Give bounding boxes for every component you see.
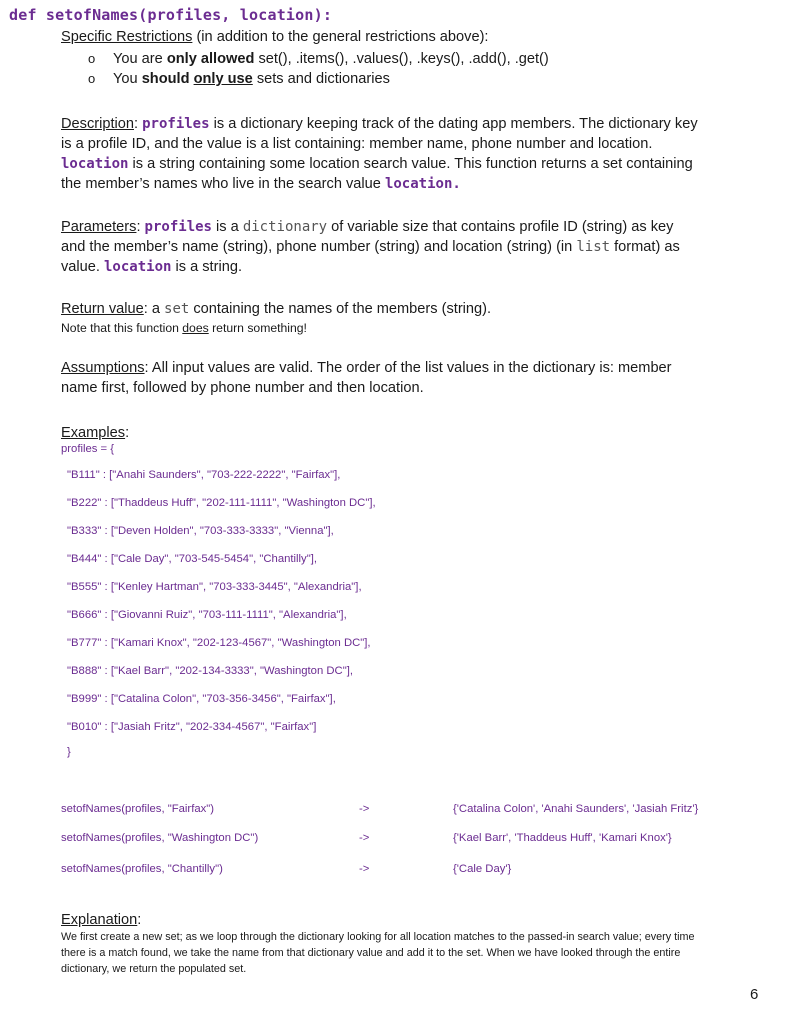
code-entry: "B444" : ["Cale Day", "703-545-5454", "Chantilly"], xyxy=(67,553,317,565)
bullet1-bold: only allowed xyxy=(166,51,255,67)
return-note xyxy=(61,320,307,336)
explanation-line3: dictionary, we return the populated set. xyxy=(61,963,247,975)
restrictions-intro-text: (in addition to the general restrictions above): xyxy=(192,29,489,45)
code-entry: "B888" : ["Kael Barr", "202-134-3333", "Washington DC"], xyxy=(67,665,353,677)
bullet1-post: set(), .items(), .values(), .keys(), .add(), .get() xyxy=(254,51,549,67)
assumptions-heading: Assumptions xyxy=(61,360,145,376)
code-entry: "B999" : ["Catalina Colon", "703-356-3456", "Fairfax"], xyxy=(67,693,336,705)
explanation-heading: Explanation xyxy=(61,912,138,928)
example-call: setofNames(profiles, "Fairfax") xyxy=(61,803,215,815)
return-type-set: set xyxy=(164,301,190,317)
desc-kw-location: location xyxy=(61,156,129,172)
bullet2-bold-underline: only use xyxy=(193,71,253,87)
param-kw-location: location xyxy=(104,259,172,275)
param-kw-profiles: profiles xyxy=(144,219,212,235)
code-open: profiles = { xyxy=(61,443,115,455)
explanation-line2: there is a match found, we take the name from that dictionary value and add it to the set. When we have looked through the entire xyxy=(61,947,681,959)
desc-line3: is a string containing some location search value. This function returns a set containing xyxy=(128,156,693,172)
assumptions-line1: : All input values are valid. The order of the list values in the dictionary is: member xyxy=(144,360,672,376)
param-line3-a: value. xyxy=(61,259,104,275)
description-heading: Description xyxy=(61,116,134,132)
restriction-bullet-2 xyxy=(88,69,390,89)
example-result: {'Catalina Colon', 'Anahi Saunders', 'Jasiah Fritz'} xyxy=(453,803,699,815)
restrictions-heading: Specific Restrictions xyxy=(61,29,193,45)
example-call: setofNames(profiles, "Washington DC") xyxy=(61,832,259,844)
bullet2-pre: You xyxy=(113,71,142,87)
return-b: containing the names of the members (string). xyxy=(189,301,492,317)
param-line2-a: and the member’s name (string), phone number (string) and location (string) (in xyxy=(61,239,577,255)
desc-kw-location-2: location. xyxy=(384,176,461,192)
code-close: } xyxy=(67,746,71,758)
arrow-icon: -> xyxy=(359,832,370,844)
explanation-line1: We first create a new set; as we loop through the dictionary looking for all location matches to the passed-in search value; every time xyxy=(61,931,695,943)
assumptions-line2: name first, followed by phone number and then location. xyxy=(61,380,424,396)
code-entry: "B111" : ["Anahi Saunders", "703-222-2222", "Fairfax"], xyxy=(67,469,341,481)
param-line3-b: is a string. xyxy=(171,259,242,275)
hollow-bullet-icon: o xyxy=(88,71,96,86)
bullet2-post: sets and dictionaries xyxy=(252,71,390,87)
examples-heading-row xyxy=(61,423,761,443)
arrow-icon: -> xyxy=(359,863,370,875)
param-line1-c: of variable size that contains profile ID (string) as key xyxy=(327,219,674,235)
code-entry: "B333" : ["Deven Holden", "703-333-3333", "Vienna"], xyxy=(67,525,334,537)
arrow-icon: -> xyxy=(359,803,370,815)
desc-line2: is a profile ID, and the value is a list containing: member name, phone number and location. xyxy=(61,136,653,152)
bullet1-pre: You are xyxy=(113,51,167,67)
explanation-body xyxy=(61,929,761,977)
desc-kw-profiles: profiles xyxy=(142,116,210,132)
example-result: {'Cale Day'} xyxy=(453,863,512,875)
bullet2-bold: should xyxy=(141,71,194,87)
restrictions-intro xyxy=(61,27,761,47)
param-line1-b: is a xyxy=(211,219,243,235)
code-entry: "B010" : ["Jasiah Fritz", "202-334-4567", "Fairfax"] xyxy=(67,721,317,733)
return-value-block xyxy=(61,299,761,319)
note-does: does xyxy=(182,321,209,335)
code-entry: "B777" : ["Kamari Knox", "202-123-4567", "Washington DC"], xyxy=(67,637,371,649)
note-pre: Note that this function xyxy=(61,321,183,335)
desc-sep: : xyxy=(134,116,143,132)
examples-heading: Examples xyxy=(61,425,126,441)
assumptions-block xyxy=(61,358,761,398)
desc-line4: the member’s names who live in the search value xyxy=(61,176,385,192)
return-heading: Return value xyxy=(61,301,144,317)
param-type-list: list xyxy=(576,239,611,255)
param-sep: : xyxy=(136,219,145,235)
note-post: return something! xyxy=(208,321,307,335)
code-entry: "B666" : ["Giovanni Ruiz", "703-111-1111", "Alexandria"], xyxy=(67,609,347,621)
desc-line1: is a dictionary keeping track of the dating app members. The dictionary key xyxy=(209,116,698,132)
example-result: {'Kael Barr', 'Thaddeus Huff', 'Kamari Knox'} xyxy=(453,832,672,844)
parameters-block xyxy=(61,217,761,277)
hollow-bullet-icon: o xyxy=(88,51,96,66)
explanation-colon: : xyxy=(137,912,142,928)
parameters-heading: Parameters xyxy=(61,219,137,235)
function-signature: def setofNames(profiles, location): xyxy=(9,6,333,24)
page-number: 6 xyxy=(750,986,759,1003)
param-line2-b: format) as xyxy=(610,239,680,255)
code-entry: "B222" : ["Thaddeus Huff", "202-111-1111", "Washington DC"], xyxy=(67,497,376,509)
param-type-dictionary: dictionary xyxy=(242,219,328,235)
explanation-heading-row xyxy=(61,910,761,930)
code-entry: "B555" : ["Kenley Hartman", "703-333-3445", "Alexandria"], xyxy=(67,581,362,593)
description-block xyxy=(61,114,761,194)
restriction-bullet-1 xyxy=(88,49,549,69)
example-call: setofNames(profiles, "Chantilly") xyxy=(61,863,223,875)
examples-colon: : xyxy=(125,425,130,441)
return-a: : a xyxy=(143,301,165,317)
